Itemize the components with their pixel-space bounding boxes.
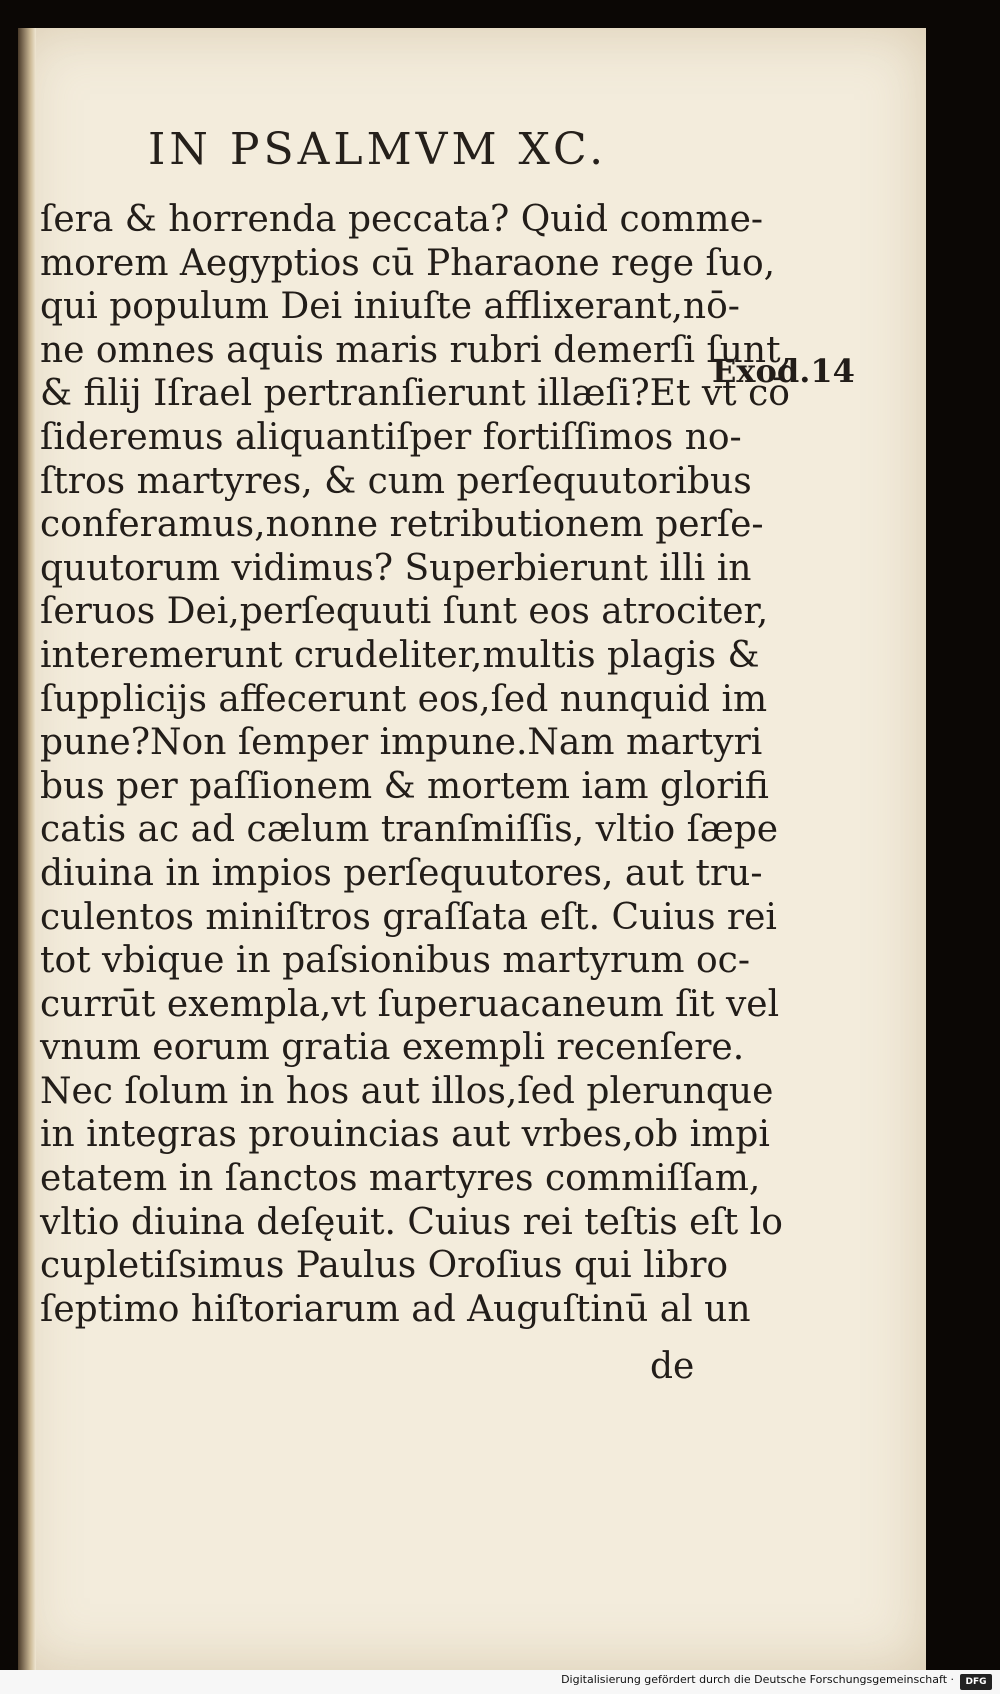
text-line: ne omnes aquis maris rubri demerſi ſunt, xyxy=(40,329,793,371)
footer-credit: Digitalisierung gefördert durch die Deutsche Forschungsgemeinschaft · xyxy=(561,1673,954,1686)
page-gutter-edge xyxy=(18,28,36,1670)
text-line: conferamus,nonne retributionem perſe- xyxy=(40,504,764,546)
dfg-logo-icon: DFG xyxy=(960,1674,992,1690)
text-line: cupletiſsimus Paulus Oroſius qui libro xyxy=(40,1245,729,1287)
text-line: catis ac ad cælum tranſmiſſis, vltio ſæpe xyxy=(40,809,779,851)
text-line: qui populum Dei iniuſte afflixerant,nō- xyxy=(40,286,740,328)
text-line: tot vbique in paſsionibus martyrum oc- xyxy=(40,940,750,982)
text-line: bus per paſſionem & mortem iam glorifi xyxy=(40,765,769,807)
text-line: culentos miniſtros graſſata eſt. Cuius rei xyxy=(40,896,777,938)
text-line: ſupplicijs affecerunt eos,ſed nunquid im xyxy=(40,678,768,720)
text-line: pune?Non ſemper impune.Nam martyri xyxy=(40,722,763,764)
text-line: diuina in impios perſequutores, aut tru- xyxy=(40,852,763,894)
text-line: quutorum vidimus? Superbierunt illi in xyxy=(40,547,752,589)
text-line: morem Aegyptios cū Pharaone rege ſuo, xyxy=(40,242,776,284)
running-head: IN PSALMVM XC. xyxy=(148,124,608,175)
text-line: ſeptimo hiſtoriarum ad Auguſtinū al un xyxy=(40,1288,751,1330)
text-line: vltio diuina deſęuit. Cuius rei teſtis eſt lo xyxy=(40,1201,783,1243)
catchword: de xyxy=(650,1346,695,1387)
text-line: ſera & horrenda peccata? Quid comme- xyxy=(40,199,764,240)
text-line: ſtros martyres, & cum perſequutoribus xyxy=(40,460,752,502)
text-line: in integras prouincias aut vrbes,ob impi xyxy=(40,1114,770,1156)
marginal-note: Exod.14 xyxy=(712,352,855,390)
text-line: Nec ſolum in hos aut illos,ſed plerunque xyxy=(40,1070,774,1112)
text-line: currūt exempla,vt ſuperuacaneum ſit vel xyxy=(40,983,780,1025)
text-line: ſideremus aliquantiſper fortiſſimos no- xyxy=(40,416,742,458)
book-page xyxy=(18,28,926,1670)
text-line: vnum eorum gratia exempli recenſere. xyxy=(40,1027,745,1069)
text-line: etatem in ſanctos martyres commiſſam, xyxy=(40,1158,761,1200)
text-line: interemerunt crudeliter,multis plagis & xyxy=(40,634,760,676)
footer-bar xyxy=(0,1670,1000,1694)
text-line: ſeruos Dei,perſequuti ſunt eos atrociter, xyxy=(40,591,769,633)
text-line: & filij Iſrael pertranſierunt illæſi?Et vt cō xyxy=(40,373,790,415)
